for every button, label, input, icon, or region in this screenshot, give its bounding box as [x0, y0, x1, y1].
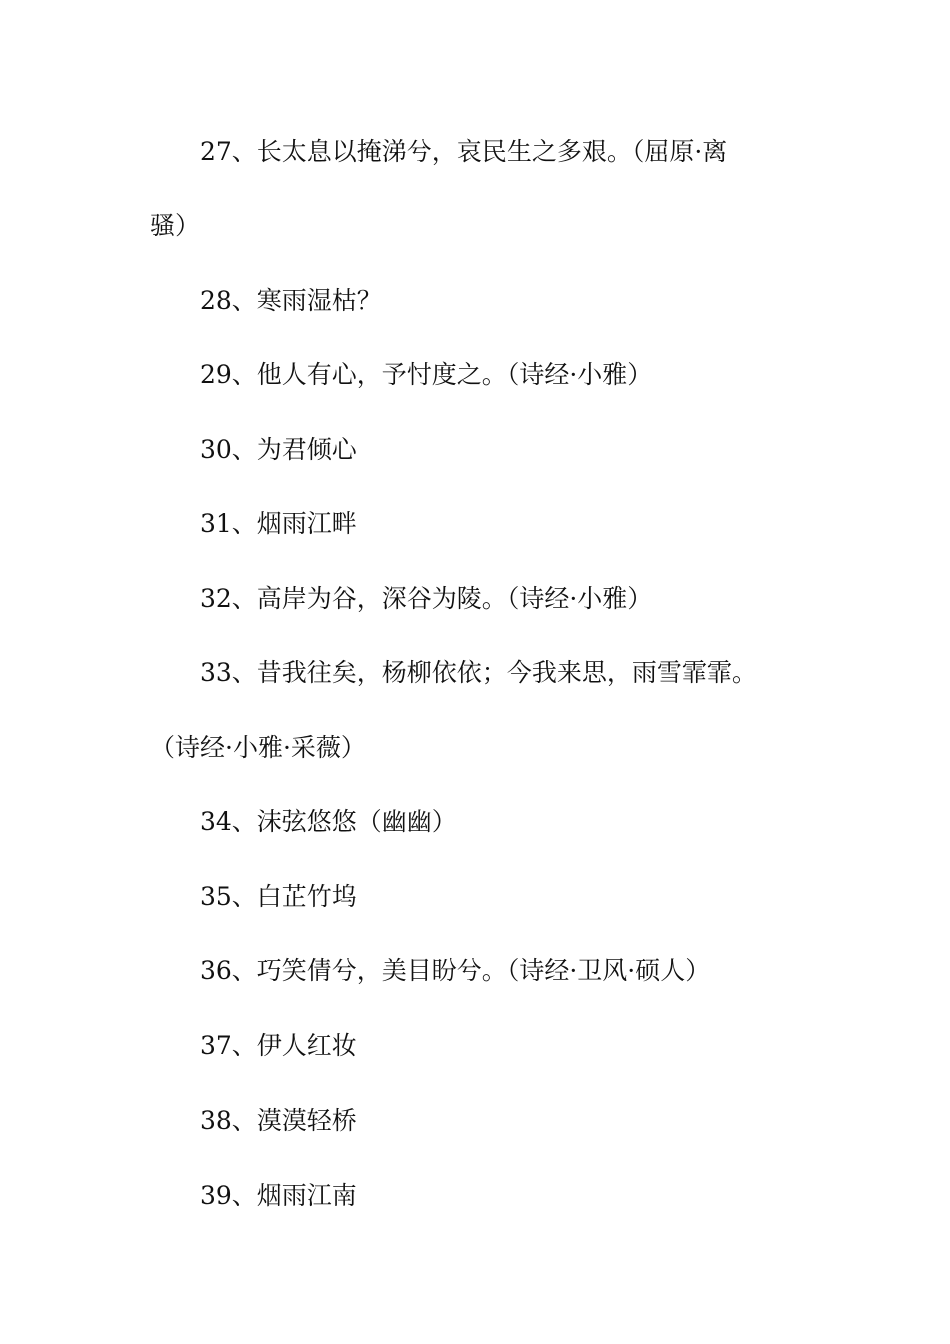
- entry-37: 37、伊人红妆: [200, 1031, 357, 1060]
- entry-30: 30、为君倾心: [200, 435, 357, 464]
- entry-28: 28、寒雨湿枯？: [200, 286, 382, 315]
- entry-33-line-1: 33、昔我往矣，杨柳依依；今我来思，雨雪霏霏。: [200, 658, 757, 687]
- entry-36: 36、巧笑倩兮，美目盼兮。（诗经·卫风·硕人）: [200, 956, 711, 985]
- entry-35: 35、白芷竹坞: [200, 882, 357, 911]
- entry-32: 32、高岸为谷，深谷为陵。（诗经·小雅）: [200, 584, 653, 613]
- entry-29: 29、他人有心，予忖度之。（诗经·小雅）: [200, 360, 653, 389]
- entry-38: 38、漠漠轻桥: [200, 1106, 357, 1135]
- entry-34: 34、沫弦悠悠（幽幽）: [200, 807, 457, 836]
- entry-39: 39、烟雨江南: [200, 1181, 357, 1210]
- entry-33-line-2: （诗经·小雅·采薇）: [150, 733, 366, 762]
- entry-27-line-2: 骚）: [150, 211, 201, 240]
- entry-27-line-1: 27、长太息以掩涕兮，哀民生之多艰。（屈原·离: [200, 137, 728, 166]
- entry-31: 31、烟雨江畔: [200, 509, 357, 538]
